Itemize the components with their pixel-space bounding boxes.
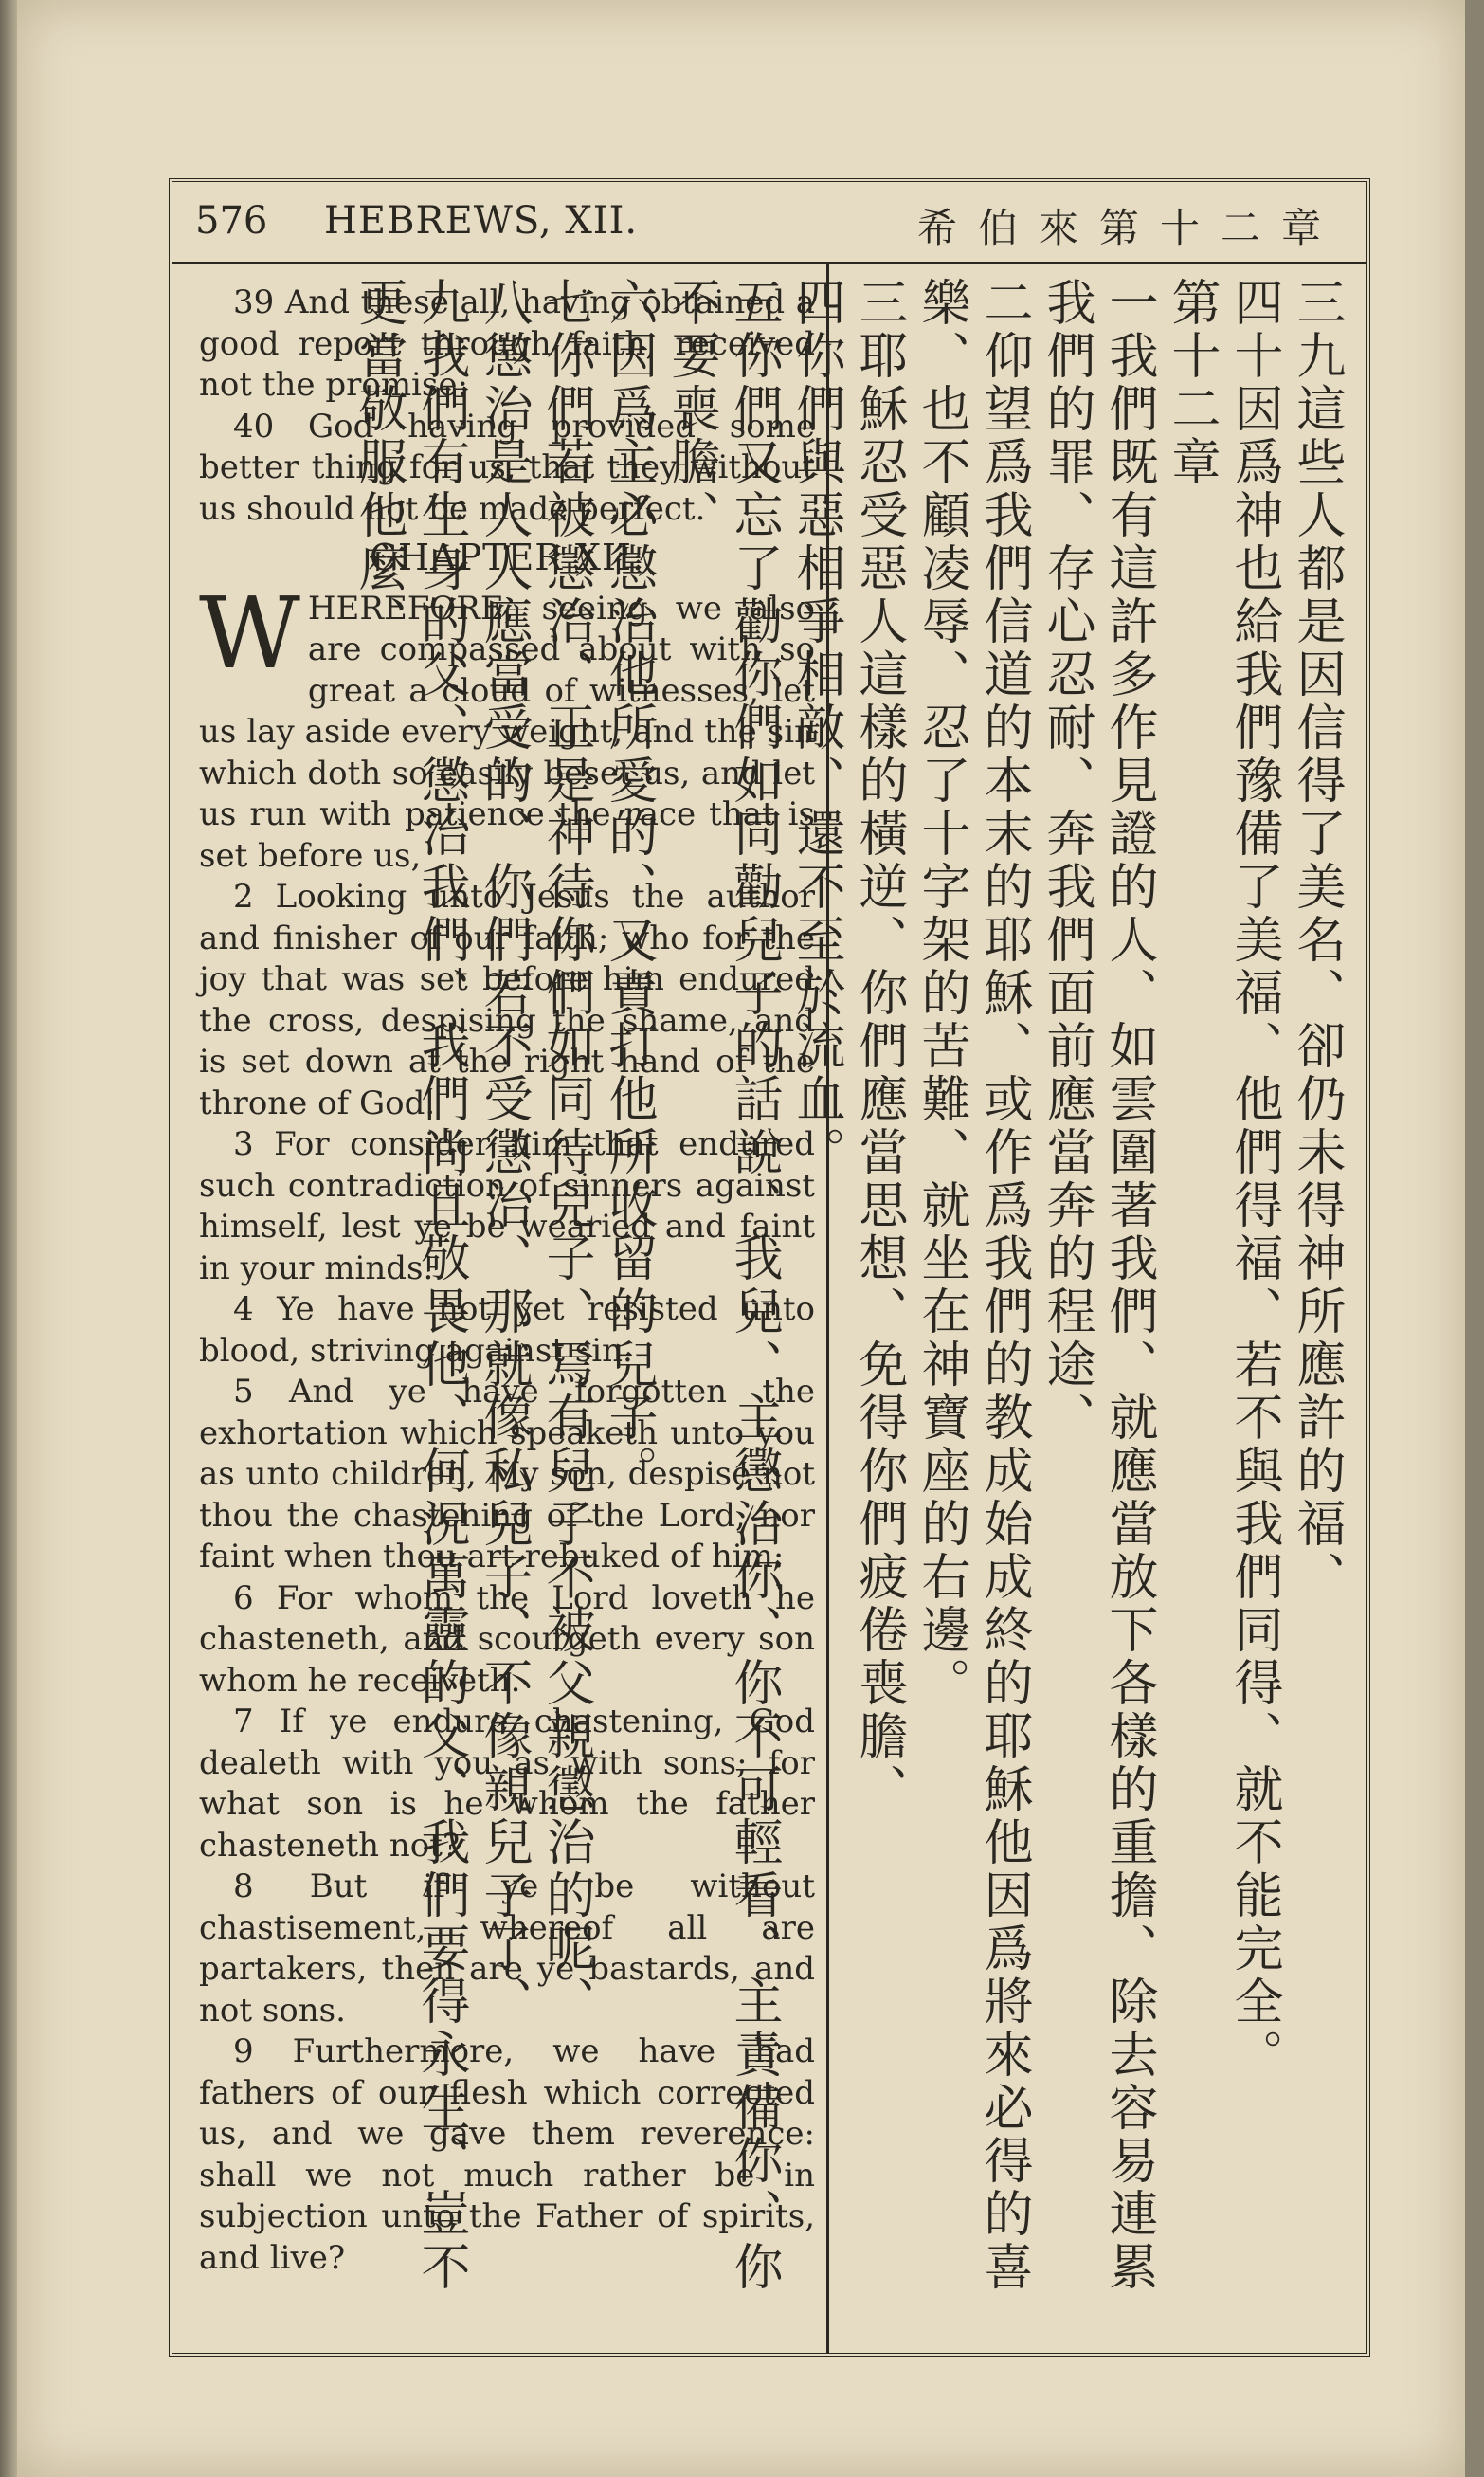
- chinese-line: 六因爲主必懲治他所愛的、又責打他所收留的兒子。: [600, 277, 657, 1498]
- verse-3: 3 For consider him that endured such contradiction of sinners against himself, lest ye be wearied and faint in your minds.: [199, 1125, 815, 1287]
- chinese-line: 九我們有生身的父、懲治我們、我們尚且敬畏他、何況萬靈的父、我們要得永生、豈不更當敬服他麼、: [350, 277, 469, 2294]
- chinese-line: 四十因爲神也給我們豫備了美福、他們得福、若不與我們同得、就不能完全。: [1225, 277, 1282, 2082]
- bible-page: [17, 0, 1465, 2477]
- chinese-chapter-heading: 第十二章: [1163, 277, 1220, 489]
- chinese-line: 四你們與惡相爭相敵、還不至於流血。: [787, 277, 844, 1179]
- verse-1-text: HEREFORE, seeing we also are compassed about with so great a cloud of witnesses, let us lay aside every weight, and the sin which doth so easily beset us, and let us run with patience the race that is set before us,: [199, 589, 815, 875]
- chapter-heading: CHAPTER XII.: [369, 537, 645, 578]
- verse-7: 7 If ye endure chastening, God dealeth with you as with sons; for what son is he whom the father chasteneth not?: [199, 1703, 815, 1865]
- chinese-line: 三耶穌忍受惡人這樣的橫逆、你們應當思想、免得你們疲倦喪膽、: [850, 277, 907, 1816]
- verse-11-39: 39 And these all, having obtained a good report through faith, received not the promise:: [199, 283, 815, 404]
- chinese-line: 七你們若被懲治、正是神待你們如同待兒子、焉有兒子不被父親懲治的呢、: [537, 277, 594, 2029]
- verse-2: 2 Looking unto Jesus the author and finisher of our faith; who for the joy that was set before him endured the cross, despising the shame, and is set down at the right hand of the throne of God.: [199, 878, 815, 1122]
- page-number: 576: [195, 199, 268, 243]
- verse-9: 9 Furthermore, we have had fathers of our flesh which corrected us, and we gave them reverence: shall we not much rather be in subjection unto the Father of spirits, and live?: [199, 2032, 815, 2277]
- page-frame: [169, 178, 1370, 2357]
- running-header: [172, 182, 1366, 264]
- drop-cap: W: [199, 574, 300, 691]
- chinese-line: 八懲治是人人應當受的、你們若不受懲治、那就像私兒子、不像親兒子了、: [475, 277, 532, 2029]
- chinese-line: 三九這些人都是因信得了美名、卻仍未得神所應許的福、: [1288, 277, 1345, 1604]
- verse-8: 8 But if ye be without chastisement, whereof all are partakers, then are ye bastards, and not sons.: [199, 1867, 815, 2030]
- chinese-title: 希伯來第十二章: [916, 205, 1342, 251]
- chinese-line: 五你們又忘了勸你們如同勸兒子的話說、我兒、主懲治你、你不可輕看、主責備你、你不要喪膽、: [662, 277, 782, 2294]
- chinese-line: 二仰望爲我們信道的本末的耶穌、或作爲我們的教成始成終的耶穌他因爲將來必得的喜樂、也不顧凌辱、忍了十字架的苦難、就坐在神寶座的右邊。: [913, 277, 1032, 2294]
- verse-5: 5 And ye have forgotten the exhortation which speaketh unto you as unto children, My son, despise not thou the chastening of the Lord, nor faint when thou art rebuked of him:: [199, 1373, 815, 1575]
- chinese-line: 一我們既有這許多作見證的人、如雲圍著我們、就應當放下各樣的重擔、除去容易連累我們的罪、存心忍耐、奔我們面前應當奔的程途、: [1038, 277, 1157, 2294]
- verse-11-40: 40 God having provided some better thing for us, that they without us should not be made perfect.: [199, 407, 815, 528]
- verse-4: 4 Ye have not yet resisted unto blood, striving against sin.: [199, 1290, 815, 1370]
- book-spine: [0, 0, 17, 2477]
- verse-6: 6 For whom the Lord loveth he chasteneth, and scourgeth every son whom he receiveth.: [199, 1578, 815, 1700]
- book-title: HEBREWS, XII.: [324, 199, 639, 243]
